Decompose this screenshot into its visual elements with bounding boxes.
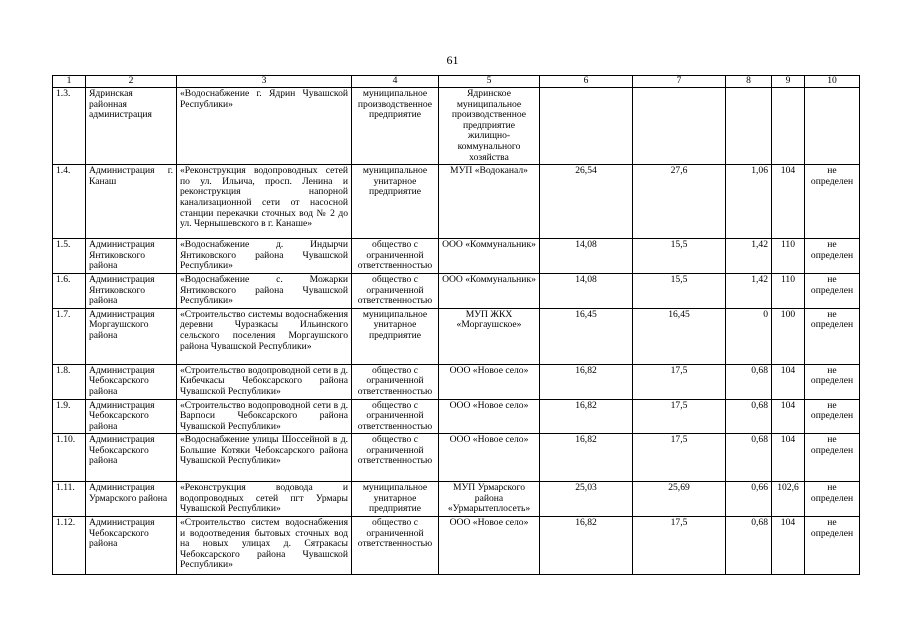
table-row	[53, 88, 860, 165]
table-row	[53, 239, 860, 274]
administration-cell: Администрация Моргаушского района	[86, 308, 177, 364]
value-cell-6: 16,82	[540, 364, 633, 399]
value-cell-6: 16,45	[540, 308, 633, 364]
organization-form-cell: муниципальное производственное предприятие	[352, 88, 439, 165]
table-row	[53, 517, 860, 575]
column-number-row	[53, 76, 860, 88]
page-number: 61	[446, 53, 459, 67]
value-cell-7: 27,6	[633, 165, 726, 239]
value-cell-6: 14,08	[540, 273, 633, 308]
value-cell-10: не определен	[805, 308, 860, 364]
administration-cell: Администрация Чебоксарского района	[86, 517, 177, 575]
value-cell-8: 0,68	[726, 434, 772, 482]
value-cell-6: 16,82	[540, 517, 633, 575]
table-row	[53, 434, 860, 482]
value-cell-10: не определен	[805, 364, 860, 399]
value-cell-10: не определен	[805, 273, 860, 308]
organization-cell: МУП «Водоканал»	[439, 165, 540, 239]
administration-cell: Администрация Янтиковского района	[86, 239, 177, 274]
value-cell-7: 17,5	[633, 517, 726, 575]
value-cell-9: 104	[772, 165, 805, 239]
organization-form-cell: общество с ограниченной ответственностью	[352, 434, 439, 482]
organization-form-cell: муниципальное унитарное предприятие	[352, 308, 439, 364]
project-cell: «Строительство водопроводной сети в д. Кибечкасы Чебоксарского района Чувашской Республики»	[177, 364, 352, 399]
value-cell-7: 17,5	[633, 399, 726, 434]
table-row	[53, 308, 860, 364]
row-number-cell: 1.8.	[53, 364, 86, 399]
organization-cell: ООО «Новое село»	[439, 517, 540, 575]
value-cell-10: не определен	[805, 517, 860, 575]
administration-cell: Администрация г. Канаш	[86, 165, 177, 239]
value-cell-9: 104	[772, 517, 805, 575]
value-cell-6: 25,03	[540, 482, 633, 517]
value-cell-9: 104	[772, 399, 805, 434]
column-header: 7	[633, 76, 726, 88]
column-header: 4	[352, 76, 439, 88]
organization-cell: ООО «Новое село»	[439, 399, 540, 434]
value-cell-8: 0	[726, 308, 772, 364]
administration-cell: Ядринская районная администрация	[86, 88, 177, 165]
organization-form-cell: муниципальное унитарное предприятие	[352, 165, 439, 239]
row-number-cell: 1.5.	[53, 239, 86, 274]
value-cell-6: 26,54	[540, 165, 633, 239]
value-cell-7: 17,5	[633, 364, 726, 399]
value-cell-8: 1,42	[726, 273, 772, 308]
row-number-cell: 1.7.	[53, 308, 86, 364]
value-cell-9: 104	[772, 364, 805, 399]
value-cell-10: не определен	[805, 165, 860, 239]
value-cell-10: не определен	[805, 482, 860, 517]
project-cell: «Строительство систем водоснабжения и водоотведения бытовых сточных вод на новых улицах д. Сятракасы Чебоксарского района Чувашской Республики»	[177, 517, 352, 575]
value-cell-7: 15,5	[633, 239, 726, 274]
value-cell-9: 110	[772, 239, 805, 274]
column-header: 8	[726, 76, 772, 88]
organization-form-cell: муниципальное унитарное предприятие	[352, 482, 439, 517]
row-number-cell: 1.11.	[53, 482, 86, 517]
value-cell-7: 17,5	[633, 434, 726, 482]
value-cell-8: 1,42	[726, 239, 772, 274]
table-row	[53, 273, 860, 308]
column-header: 5	[439, 76, 540, 88]
value-cell-9: 100	[772, 308, 805, 364]
value-cell-6: 16,82	[540, 399, 633, 434]
project-cell: «Реконструкция водопроводных сетей по ул. Ильича, просп. Ленина и реконструкция напорной канализационной сети от насосной станции перекачки сточных вод № 2 до ул. Чернышевского в г. Канаше»	[177, 165, 352, 239]
value-cell-8: 0,68	[726, 364, 772, 399]
organization-cell: МУП ЖКХ «Моргаушское»	[439, 308, 540, 364]
value-cell-6	[540, 88, 633, 165]
table-row	[53, 364, 860, 399]
value-cell-8	[726, 88, 772, 165]
value-cell-9: 102,6	[772, 482, 805, 517]
value-cell-9: 104	[772, 434, 805, 482]
organization-cell: ООО «Новое село»	[439, 434, 540, 482]
row-number-cell: 1.10.	[53, 434, 86, 482]
organization-cell: ООО «Коммунальник»	[439, 273, 540, 308]
value-cell-10: не определен	[805, 399, 860, 434]
value-cell-7: 16,45	[633, 308, 726, 364]
organization-cell: Ядринское муниципальное производственное предприятие жилищно-коммунального хозяйства	[439, 88, 540, 165]
row-number-cell: 1.12.	[53, 517, 86, 575]
column-header: 2	[86, 76, 177, 88]
value-cell-10: не определен	[805, 239, 860, 274]
value-cell-10: не определен	[805, 434, 860, 482]
table-row	[53, 482, 860, 517]
value-cell-6: 14,08	[540, 239, 633, 274]
table-row	[53, 399, 860, 434]
project-cell: «Реконструкция водовода и водопроводных сетей пгт Урмары Чувашской Республики»	[177, 482, 352, 517]
column-header: 6	[540, 76, 633, 88]
row-number-cell: 1.9.	[53, 399, 86, 434]
organization-form-cell: общество с ограниченной ответственностью	[352, 399, 439, 434]
column-header: 9	[772, 76, 805, 88]
column-header: 1	[53, 76, 86, 88]
organization-cell: ООО «Новое село»	[439, 364, 540, 399]
administration-cell: Администрация Урмарского района	[86, 482, 177, 517]
value-cell-9	[772, 88, 805, 165]
column-header: 3	[177, 76, 352, 88]
value-cell-7	[633, 88, 726, 165]
value-cell-8: 0,68	[726, 399, 772, 434]
project-cell: «Водоснабжение д. Индырчи Янтиковского района Чувашской Республики»	[177, 239, 352, 274]
value-cell-6: 16,82	[540, 434, 633, 482]
value-cell-8: 0,68	[726, 517, 772, 575]
project-cell: «Строительство системы водоснабжения деревни Чуразкасы Ильинского сельского поселения Моргаушского района Чувашской Республики»	[177, 308, 352, 364]
row-number-cell: 1.3.	[53, 88, 86, 165]
administration-cell: Администрация Чебоксарского района	[86, 399, 177, 434]
project-cell: «Водоснабжение с. Можарки Янтиковского района Чувашской Республики»	[177, 273, 352, 308]
value-cell-8: 0,66	[726, 482, 772, 517]
column-header: 10	[805, 76, 860, 88]
investment-programs-table	[52, 75, 860, 575]
administration-cell: Администрация Янтиковского района	[86, 273, 177, 308]
value-cell-9: 110	[772, 273, 805, 308]
organization-form-cell: общество с ограниченной ответственностью	[352, 517, 439, 575]
row-number-cell: 1.4.	[53, 165, 86, 239]
administration-cell: Администрация Чебоксарского района	[86, 434, 177, 482]
project-cell: «Водоснабжение улицы Шоссейной в д. Большие Котяки Чебоксарского района Чувашской Республики»	[177, 434, 352, 482]
organization-cell: ООО «Коммунальник»	[439, 239, 540, 274]
organization-form-cell: общество с ограниченной ответственностью	[352, 364, 439, 399]
project-cell: «Водоснабжение г. Ядрин Чувашской Республики»	[177, 88, 352, 165]
row-number-cell: 1.6.	[53, 273, 86, 308]
value-cell-7: 15,5	[633, 273, 726, 308]
value-cell-10	[805, 88, 860, 165]
administration-cell: Администрация Чебоксарского района	[86, 364, 177, 399]
table-row	[53, 165, 860, 239]
value-cell-8: 1,06	[726, 165, 772, 239]
organization-form-cell: общество с ограниченной ответственностью	[352, 273, 439, 308]
value-cell-7: 25,69	[633, 482, 726, 517]
organization-form-cell: общество с ограниченной ответственностью	[352, 239, 439, 274]
project-cell: «Строительство водопроводной сети в д. Варпоси Чебоксарского района Чувашской Республики»	[177, 399, 352, 434]
organization-cell: МУП Урмарского района «Урмарытеплосеть»	[439, 482, 540, 517]
